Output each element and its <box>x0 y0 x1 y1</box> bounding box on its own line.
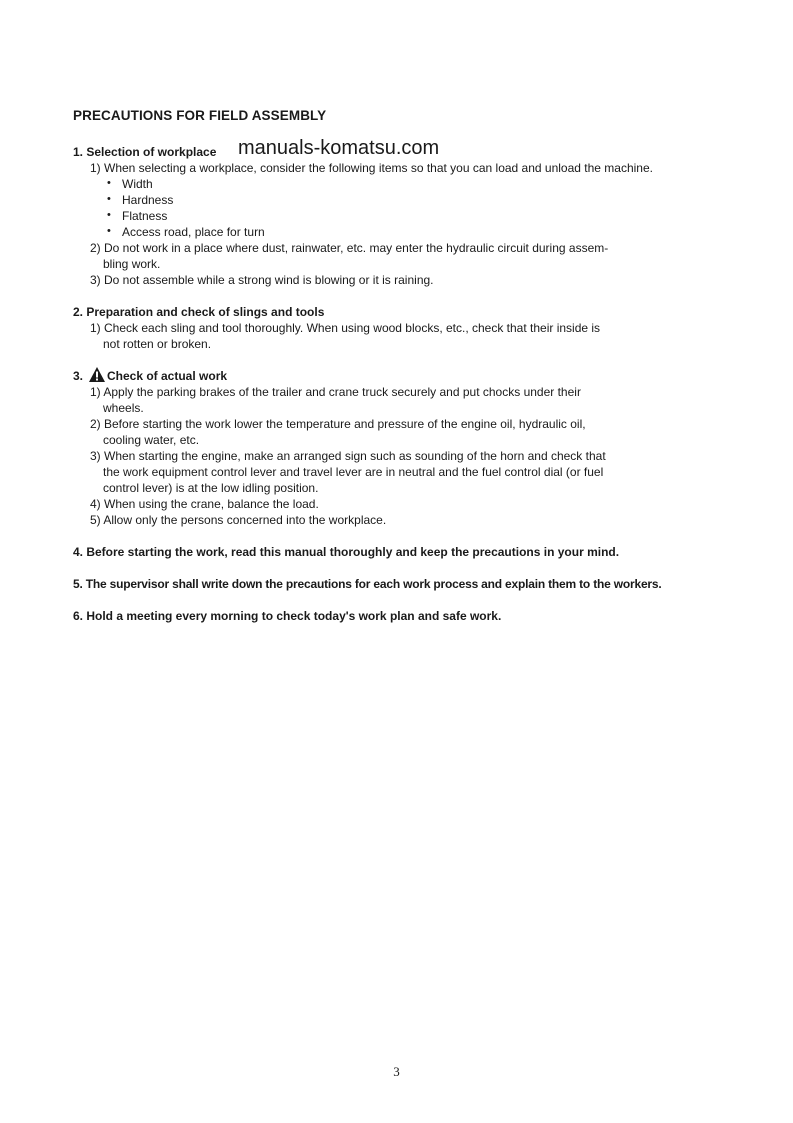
section-6: 6. Hold a meeting every morning to check today's work plan and safe work. <box>73 609 502 623</box>
section-3-item-1: 1) Apply the parking brakes of the trailer and crane truck securely and put chocks under their <box>90 385 581 399</box>
section-2-item-1-cont: not rotten or broken. <box>103 337 212 351</box>
section-2-heading: 2. Preparation and check of slings and tools <box>73 305 325 319</box>
section-3-item-3-cont: the work equipment control lever and travel lever are in neutral and the fuel control dial (or fuel <box>103 465 604 479</box>
section-3-item-3-cont2: control lever) is at the low idling position. <box>103 481 319 495</box>
section-3-item-3: 3) When starting the engine, make an arranged sign such as sounding of the horn and check that <box>90 449 606 463</box>
page-title: PRECAUTIONS FOR FIELD ASSEMBLY <box>73 108 327 123</box>
section-3-item-4: 4) When using the crane, balance the load. <box>90 497 319 511</box>
bullet-item: Width <box>122 177 153 191</box>
section-1-item-1: 1) When selecting a workplace, consider the following items so that you can load and unload the machine. <box>90 161 653 175</box>
bullet-item: Hardness <box>122 193 174 207</box>
bullet-item: Access road, place for turn <box>122 225 265 239</box>
section-3-item-1-cont: wheels. <box>103 401 144 415</box>
section-3-heading: Check of actual work <box>107 369 228 383</box>
section-3-number: 3. <box>73 369 84 383</box>
bullet-item: Flatness <box>122 209 168 223</box>
section-1-heading: 1. Selection of workplace <box>73 145 217 159</box>
page-number: 3 <box>393 1064 400 1079</box>
section-5: 5. The supervisor shall write down the precautions for each work process and explain them to the workers. <box>73 577 662 591</box>
bullet-marker: • <box>107 177 111 189</box>
section-3-item-5: 5) Allow only the persons concerned into the workplace. <box>90 513 387 527</box>
section-1-item-2-cont: bling work. <box>103 257 161 271</box>
bullet-marker: • <box>107 225 111 237</box>
section-2-item-1: 1) Check each sling and tool thoroughly. When using wood blocks, etc., check that their inside is <box>90 321 601 335</box>
section-1-item-2: 2) Do not work in a place where dust, rainwater, etc. may enter the hydraulic circuit during assem- <box>90 241 609 255</box>
bullet-marker: • <box>107 193 111 205</box>
warning-triangle-icon <box>88 366 106 383</box>
section-3-item-2: 2) Before starting the work lower the temperature and pressure of the engine oil, hydraulic oil, <box>90 417 586 431</box>
section-1-item-3: 3) Do not assemble while a strong wind is blowing or it is raining. <box>90 273 434 287</box>
section-3-item-2-cont: cooling water, etc. <box>103 433 200 447</box>
watermark: manuals-komatsu.com <box>238 137 440 159</box>
section-4: 4. Before starting the work, read this manual thoroughly and keep the precautions in your mind. <box>73 545 620 559</box>
bullet-marker: • <box>107 209 111 221</box>
